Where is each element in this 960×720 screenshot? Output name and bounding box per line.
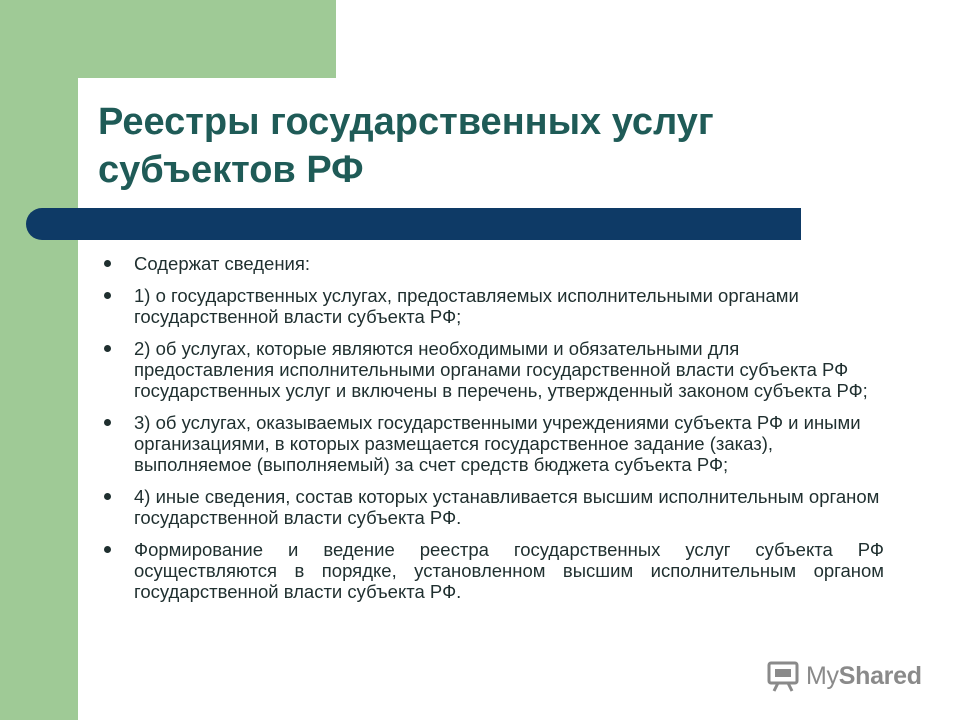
watermark-text	[806, 662, 922, 691]
bullet-icon	[104, 546, 111, 553]
slide-title-line2: субъектов РФ	[98, 149, 364, 191]
list-item	[104, 253, 884, 274]
bullet-icon	[104, 419, 111, 426]
list-item-text: 2) об услугах, которые являются необходимыми и обязательными для предоставления исполнительными органами государственной власти субъекта РФ государственных услуг и включены в перечень, утвержденный законом субъекта РФ;	[134, 338, 868, 401]
bullet-icon	[104, 493, 111, 500]
list-item	[104, 412, 884, 475]
slide-title	[98, 98, 898, 194]
presentation-board-icon	[766, 659, 800, 693]
list-item-text: 3) об услугах, оказываемых государственными учреждениями субъекта РФ и иными организациями, в которых размещается государственное задание (заказ), выполняемое (выполняемый) за счет средств бюджета субъекта РФ;	[134, 412, 861, 475]
list-item-text: Содержат сведения:	[134, 253, 311, 274]
content-list	[104, 253, 884, 613]
list-item	[104, 338, 884, 401]
list-item	[104, 539, 884, 602]
list-item-text: Формирование и ведение реестра государственных услуг субъекта РФ осуществляются в порядке, установленном высшим исполнительным органом государственной власти субъекта РФ.	[134, 539, 884, 602]
title-divider-bar	[26, 208, 801, 240]
watermark-text-bold: Shared	[838, 661, 922, 690]
bullet-icon	[104, 345, 111, 352]
decor-green-left	[0, 0, 78, 720]
bullet-icon	[104, 292, 111, 299]
decor-green-top	[0, 0, 336, 78]
bullet-icon	[104, 260, 111, 267]
list-item	[104, 486, 884, 528]
list-item-text: 1) о государственных услугах, предоставляемых исполнительными органами государственной власти субъекта РФ;	[134, 285, 799, 327]
slide-title-line1: Реестры государственных услуг	[98, 101, 714, 143]
list-item-text: 4) иные сведения, состав которых устанавливается высшим исполнительным органом государственной власти субъекта РФ.	[134, 486, 880, 528]
list-item	[104, 285, 884, 327]
watermark-logo	[766, 656, 922, 696]
watermark-text-light: My	[806, 661, 839, 690]
